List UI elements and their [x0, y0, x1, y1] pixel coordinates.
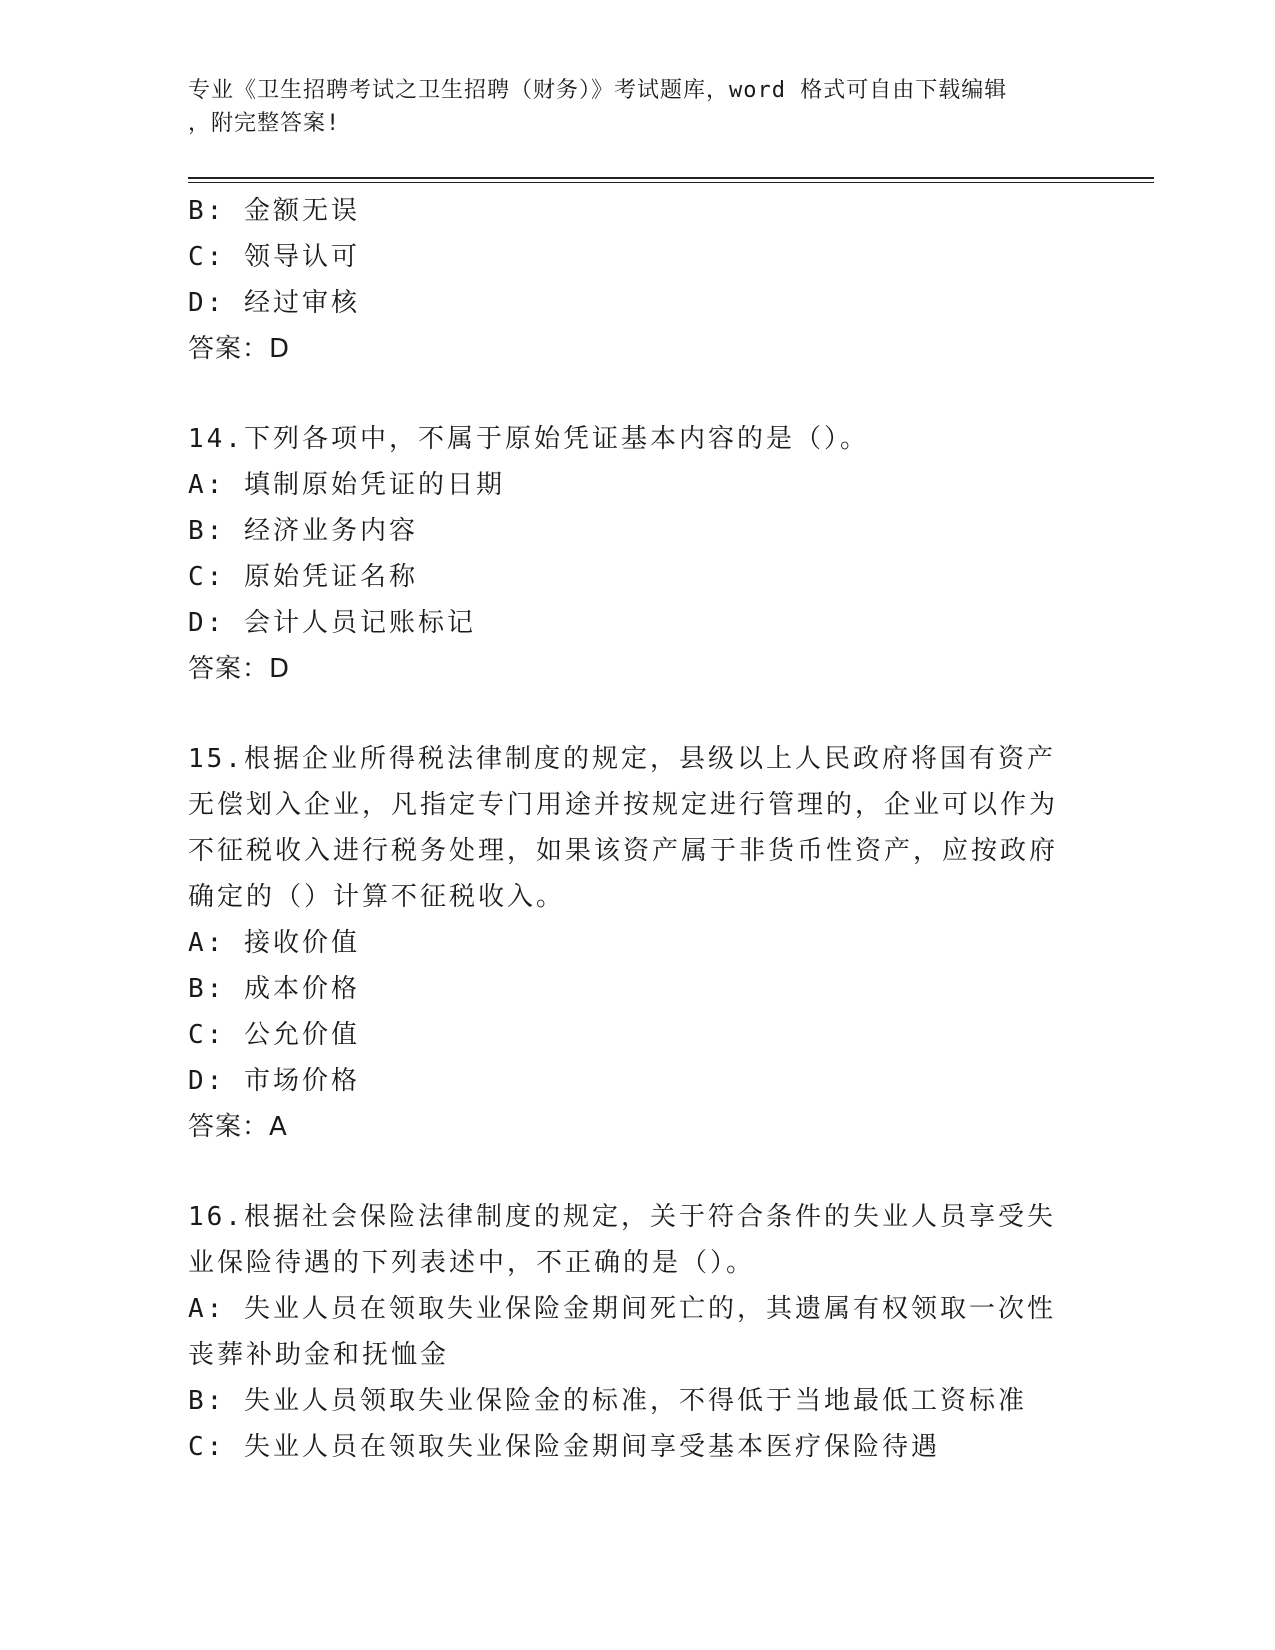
option-text: 填制原始凭证的日期: [243, 470, 505, 500]
option-item: B: 成本价格: [188, 974, 360, 1004]
option-text: 公允价值: [243, 1020, 360, 1050]
option-item: A: 失业人员在领取失业保险金期间死亡的，其遗属有权领取一次性丧葬补助金和抚恤金: [188, 1294, 1056, 1370]
option-label: C: [188, 1020, 207, 1050]
option-text: 会计人员记账标记: [243, 608, 476, 638]
option-text: 市场价格: [243, 1066, 360, 1096]
question-stem: [188, 1194, 1078, 1286]
header-divider-thick: [188, 177, 1154, 179]
question-number: 16.: [188, 1202, 244, 1232]
question-block-14: [188, 416, 1078, 692]
question-text: 根据社会保险法律制度的规定，关于符合条件的失业人员享受失业保险待遇的下列表述中，不正确的是（）。: [188, 1202, 1056, 1278]
question-block-15: [188, 736, 1078, 1150]
option-label: C: [188, 1432, 207, 1462]
option-text: 金额无误: [243, 196, 360, 226]
option-text: 失业人员领取失业保险金的标准，不得低于当地最低工资标准: [243, 1386, 1027, 1416]
option-text: 失业人员在领取失业保险金期间享受基本医疗保险待遇: [243, 1432, 940, 1462]
answer-line: 答案：D: [188, 334, 291, 364]
option-text: 原始凭证名称: [243, 562, 418, 592]
question-content: [188, 188, 1078, 1470]
question-stem: [188, 416, 1078, 462]
question-text: 根据企业所得税法律制度的规定，县级以上人民政府将国有资产无偿划入企业，凡指定专门用途并按规定进行管理的，企业可以作为不征税收入进行税务处理，如果该资产属于非货币性资产，应按政府确定的（）计算不征税收入。: [188, 744, 1059, 912]
option-text: 接收价值: [243, 928, 360, 958]
option-item: C: 领导认可: [188, 242, 360, 272]
header-line-1: 专业《卫生招聘考试之卫生招聘（财务）》考试题库，word 格式可自由下载编辑: [188, 78, 1008, 103]
option-item: C: 公允价值: [188, 1020, 360, 1050]
header-divider-thin: [188, 182, 1154, 183]
document-header: [188, 74, 1068, 140]
option-label: B: [188, 974, 207, 1004]
question-text: 下列各项中，不属于原始凭证基本内容的是（）。: [243, 424, 869, 454]
question-number: 14.: [188, 424, 244, 454]
option-text: 失业人员在领取失业保险金期间死亡的，其遗属有权领取一次性丧葬补助金和抚恤金: [188, 1294, 1056, 1370]
option-label: D: [188, 1066, 207, 1096]
option-item: C: 原始凭证名称: [188, 562, 418, 592]
option-label: B: [188, 516, 207, 546]
option-item: B: 失业人员领取失业保险金的标准，不得低于当地最低工资标准: [188, 1386, 1027, 1416]
option-label: B: [188, 196, 207, 226]
option-label: A: [188, 928, 207, 958]
option-item: B: 金额无误: [188, 196, 360, 226]
option-item: A: 填制原始凭证的日期: [188, 470, 505, 500]
option-text: 成本价格: [243, 974, 360, 1004]
option-item: D: 经过审核: [188, 288, 360, 318]
option-item: C: 失业人员在领取失业保险金期间享受基本医疗保险待遇: [188, 1432, 940, 1462]
answer-line: 答案：D: [188, 654, 291, 684]
option-label: C: [188, 562, 207, 592]
question-block-16: [188, 1194, 1078, 1470]
option-label: D: [188, 608, 207, 638]
option-item: D: 市场价格: [188, 1066, 360, 1096]
option-item: B: 经济业务内容: [188, 516, 418, 546]
option-text: 经过审核: [243, 288, 360, 318]
option-label: B: [188, 1386, 207, 1416]
question-stem: [188, 736, 1078, 920]
option-text: 经济业务内容: [243, 516, 418, 546]
question-number: 15.: [188, 744, 244, 774]
option-label: A: [188, 1294, 207, 1324]
option-text: 领导认可: [243, 242, 360, 272]
option-label: D: [188, 288, 207, 318]
option-label: A: [188, 470, 207, 500]
option-label: C: [188, 242, 207, 272]
answer-line: 答案：A: [188, 1112, 288, 1142]
header-line-2: ，附完整答案!: [188, 111, 341, 136]
previous-question-block: [188, 188, 1078, 372]
option-item: A: 接收价值: [188, 928, 360, 958]
option-item: D: 会计人员记账标记: [188, 608, 476, 638]
